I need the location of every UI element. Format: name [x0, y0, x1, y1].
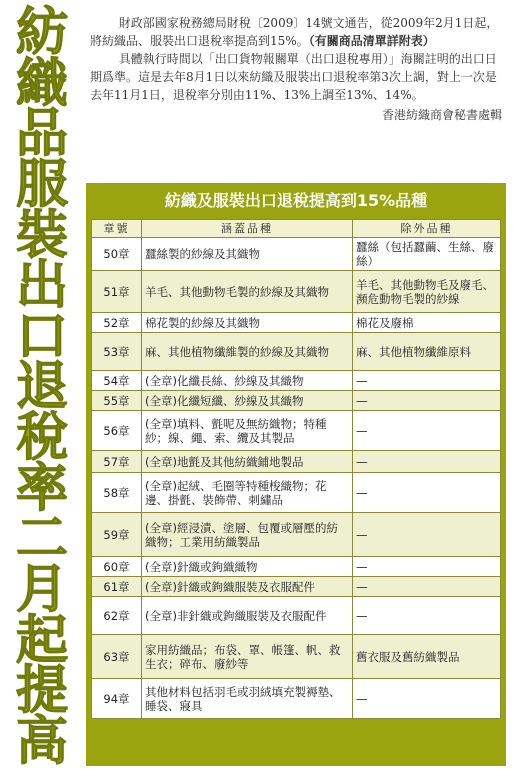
headline-char: 退	[15, 357, 68, 418]
chapter-cell: 55章	[92, 391, 142, 411]
covered-cell: (全章)化纖長絲、紗線及其織物	[142, 371, 353, 391]
rebate-table	[91, 219, 501, 719]
chapter-cell: 62章	[92, 597, 142, 635]
headline-char: 提	[15, 661, 68, 722]
headline-char: 紡	[15, 3, 68, 63]
chapter-cell: 52章	[92, 313, 142, 333]
covered-cell: (全章)非針織或鉤織服裝及衣服配件	[142, 597, 353, 635]
covered-cell: (全章)針織或鉤織服裝及衣服配件	[142, 577, 353, 597]
intro-paragraph	[90, 14, 502, 50]
excluded-cell: 羊毛、其他動物毛及廢毛、瀕危動物毛製的紗線	[353, 271, 501, 313]
table-row	[92, 238, 501, 271]
chapter-cell: 50章	[92, 238, 142, 271]
excluded-cell: —	[353, 557, 501, 577]
table-title: 紡織及服裝出口退稅提高到15%品種	[164, 191, 428, 210]
covered-cell: (全章)起絨、毛圈等特種梭織物；花邊、掛氈、裝飾帶、刺繡品	[142, 473, 353, 513]
covered-cell: (全章)針織或鉤織織物	[142, 557, 353, 577]
excluded-cell: —	[353, 451, 501, 473]
intro-paragraph-2: 具體執行時間以「出口貨物報關單（出口退稅專用）」海關註明的出口日期爲準。這是去年8月1日以來紡織及服裝出口退稅率第3次上調，對上一次是去年11月1日，退稅率分別由11%、13%上調至13%、14%。	[90, 52, 497, 102]
chapter-cell: 59章	[92, 513, 142, 557]
rebate-table-box	[86, 183, 506, 766]
excluded-cell: 棉花及廢棉	[353, 313, 501, 333]
excluded-cell: —	[353, 513, 501, 557]
headline-char: 起	[15, 610, 68, 671]
chapter-cell: 57章	[92, 451, 142, 473]
covered-cell: 其他材料包括羽毛或羽絨填充製褥墊、睡袋、寢具	[142, 679, 353, 719]
excluded-cell: —	[353, 411, 501, 451]
excluded-cell: —	[353, 577, 501, 597]
headline-char: 稅	[15, 408, 68, 469]
covered-cell: 棉花製的紗線及其織物	[142, 313, 353, 333]
table-row	[92, 451, 501, 473]
headline-char: 出	[15, 256, 68, 317]
covered-cell: 家用紡織品；布袋、罩、帳篷、帆、救生衣；碎布、廢紗等	[142, 635, 353, 679]
chapter-cell: 51章	[92, 271, 142, 313]
headline-char: 率	[15, 458, 68, 519]
table-row	[92, 271, 501, 313]
covered-cell: 麻、其他植物纖維製的紗線及其織物	[142, 333, 353, 371]
covered-cell: (全章)化纖短纖、紗線及其織物	[142, 391, 353, 411]
headline-char: 二	[15, 509, 68, 570]
covered-cell: 蠶絲製的紗線及其織物	[142, 238, 353, 271]
chapter-cell: 56章	[92, 411, 142, 451]
chapter-cell: 63章	[92, 635, 142, 679]
table-row	[92, 679, 501, 719]
intro-text	[90, 14, 502, 124]
excluded-cell: 麻、其他植物纖維原料	[353, 333, 501, 371]
excluded-cell: 舊衣服及舊紡織製品	[353, 635, 501, 679]
excluded-cell: —	[353, 679, 501, 719]
covered-cell: (全章)地氈及其他紡織鋪地製品	[142, 451, 353, 473]
table-row	[92, 513, 501, 557]
excluded-cell: —	[353, 597, 501, 635]
table-row	[92, 333, 501, 371]
table-row	[92, 473, 501, 513]
table-header-row	[92, 220, 501, 238]
chapter-cell: 54章	[92, 371, 142, 391]
excluded-cell: —	[353, 473, 501, 513]
excluded-cell: —	[353, 371, 501, 391]
chapter-cell: 58章	[92, 473, 142, 513]
headline-char: 高	[15, 711, 68, 772]
headline-char: 織	[15, 53, 68, 114]
headline-char: 裝	[15, 205, 68, 266]
table-row	[92, 577, 501, 597]
header-chapter: 章號	[92, 220, 142, 238]
intro-paragraph-1: 財政部國家稅務總局財稅〔2009〕14號文通告，從2009年2月1日起，將紡織品、服裝出口退稅率提高到15%。	[90, 16, 499, 48]
signature: 香港紡織商會秘書處輯	[381, 108, 502, 122]
headline-char: 品	[15, 104, 68, 165]
headline-char: 月	[15, 560, 68, 621]
excluded-cell: —	[353, 391, 501, 411]
table-row	[92, 371, 501, 391]
chapter-cell: 61章	[92, 577, 142, 597]
table-row	[92, 635, 501, 679]
chapter-cell: 60章	[92, 557, 142, 577]
table-row	[92, 313, 501, 333]
table-row	[92, 557, 501, 577]
table-row	[92, 597, 501, 635]
headline-char: 口	[15, 306, 68, 367]
header-covered: 涵蓋品種	[142, 220, 353, 238]
vertical-headline	[6, 3, 78, 772]
table-row	[92, 391, 501, 411]
covered-cell: 羊毛、其他動物毛製的紗線及其織物	[142, 271, 353, 313]
covered-cell: (全章)經浸漬、塗層、包覆或層壓的紡織物；工業用紡織製品	[142, 513, 353, 557]
covered-cell: (全章)填料、氈呢及無紡織物；特種紗；線、繩、索、纜及其製品	[142, 411, 353, 451]
chapter-cell: 94章	[92, 679, 142, 719]
header-excluded: 除外品種	[353, 220, 501, 238]
chapter-cell: 53章	[92, 333, 142, 371]
excluded-cell: 蠶絲（包括蠶繭、生絲、廢絲）	[353, 238, 501, 271]
table-row	[92, 411, 501, 451]
intro-note: （有關商品清單詳附表）	[308, 34, 435, 48]
headline-char: 服	[15, 154, 68, 215]
